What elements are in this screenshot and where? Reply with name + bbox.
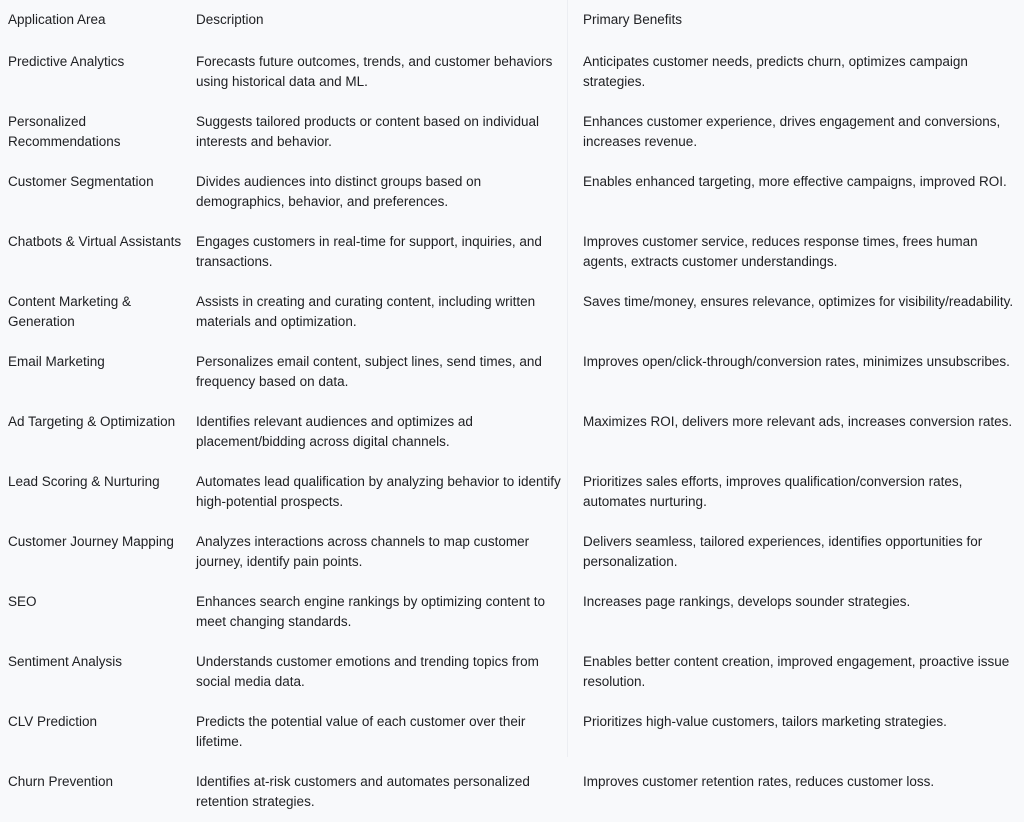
table-row <box>0 402 1024 462</box>
cell-description: Suggests tailored products or content based on individual interests and behavior. <box>196 102 583 162</box>
cell-application-area: Email Marketing <box>0 342 196 402</box>
cell-primary-benefits: Prioritizes sales efforts, improves qualification/conversion rates, automates nurturing. <box>583 462 1024 522</box>
cell-application-area: Customer Journey Mapping <box>0 522 196 582</box>
cell-description: Identifies at-risk customers and automates personalized retention strategies. <box>196 762 583 822</box>
cell-description: Analyzes interactions across channels to map customer journey, identify pain points. <box>196 522 583 582</box>
table-row <box>0 762 1024 822</box>
column-header-primary-benefits: Primary Benefits <box>583 0 1024 42</box>
table-row <box>0 522 1024 582</box>
cell-primary-benefits: Anticipates customer needs, predicts churn, optimizes campaign strategies. <box>583 42 1024 102</box>
cell-primary-benefits: Maximizes ROI, delivers more relevant ads, increases conversion rates. <box>583 402 1024 462</box>
cell-description: Personalizes email content, subject lines, send times, and frequency based on data. <box>196 342 583 402</box>
cell-primary-benefits: Saves time/money, ensures relevance, optimizes for visibility/readability. <box>583 282 1024 342</box>
cell-description: Forecasts future outcomes, trends, and customer behaviors using historical data and ML. <box>196 42 583 102</box>
table-row <box>0 342 1024 402</box>
cell-primary-benefits: Enables better content creation, improved engagement, proactive issue resolution. <box>583 642 1024 702</box>
cell-application-area: Sentiment Analysis <box>0 642 196 702</box>
table-header-row <box>0 0 1024 42</box>
cell-application-area: Predictive Analytics <box>0 42 196 102</box>
table-row <box>0 42 1024 102</box>
cell-primary-benefits: Enhances customer experience, drives engagement and conversions, increases revenue. <box>583 102 1024 162</box>
cell-primary-benefits: Improves customer service, reduces response times, frees human agents, extracts customer understandings. <box>583 222 1024 282</box>
table-body <box>0 42 1024 822</box>
table-row <box>0 462 1024 522</box>
cell-primary-benefits: Prioritizes high-value customers, tailors marketing strategies. <box>583 702 1024 762</box>
cell-description: Enhances search engine rankings by optimizing content to meet changing standards. <box>196 582 583 642</box>
cell-primary-benefits: Improves open/click-through/conversion rates, minimizes unsubscribes. <box>583 342 1024 402</box>
cell-description: Assists in creating and curating content, including written materials and optimization. <box>196 282 583 342</box>
table-row <box>0 282 1024 342</box>
table-row <box>0 582 1024 642</box>
cell-description: Predicts the potential value of each customer over their lifetime. <box>196 702 583 762</box>
column-header-description: Description <box>196 0 583 42</box>
cell-application-area: Customer Segmentation <box>0 162 196 222</box>
cell-description: Understands customer emotions and trending topics from social media data. <box>196 642 583 702</box>
table-row <box>0 102 1024 162</box>
cell-application-area: CLV Prediction <box>0 702 196 762</box>
cell-application-area: SEO <box>0 582 196 642</box>
cell-application-area: Ad Targeting & Optimization <box>0 402 196 462</box>
column-header-application-area: Application Area <box>0 0 196 42</box>
cell-application-area: Chatbots & Virtual Assistants <box>0 222 196 282</box>
cell-primary-benefits: Improves customer retention rates, reduces customer loss. <box>583 762 1024 822</box>
table-header <box>0 0 1024 42</box>
table-row <box>0 222 1024 282</box>
table-row <box>0 162 1024 222</box>
cell-description: Identifies relevant audiences and optimizes ad placement/bidding across digital channels. <box>196 402 583 462</box>
cell-application-area: Personalized Recommendations <box>0 102 196 162</box>
cell-primary-benefits: Enables enhanced targeting, more effective campaigns, improved ROI. <box>583 162 1024 222</box>
table-row <box>0 642 1024 702</box>
cell-application-area: Churn Prevention <box>0 762 196 822</box>
table-row <box>0 702 1024 762</box>
cell-application-area: Content Marketing & Generation <box>0 282 196 342</box>
cell-description: Automates lead qualification by analyzing behavior to identify high-potential prospects. <box>196 462 583 522</box>
cell-application-area: Lead Scoring & Nurturing <box>0 462 196 522</box>
cell-primary-benefits: Delivers seamless, tailored experiences, identifies opportunities for personalization. <box>583 522 1024 582</box>
cell-primary-benefits: Increases page rankings, develops sounder strategies. <box>583 582 1024 642</box>
cell-description: Engages customers in real-time for support, inquiries, and transactions. <box>196 222 583 282</box>
cell-description: Divides audiences into distinct groups based on demographics, behavior, and preferences. <box>196 162 583 222</box>
